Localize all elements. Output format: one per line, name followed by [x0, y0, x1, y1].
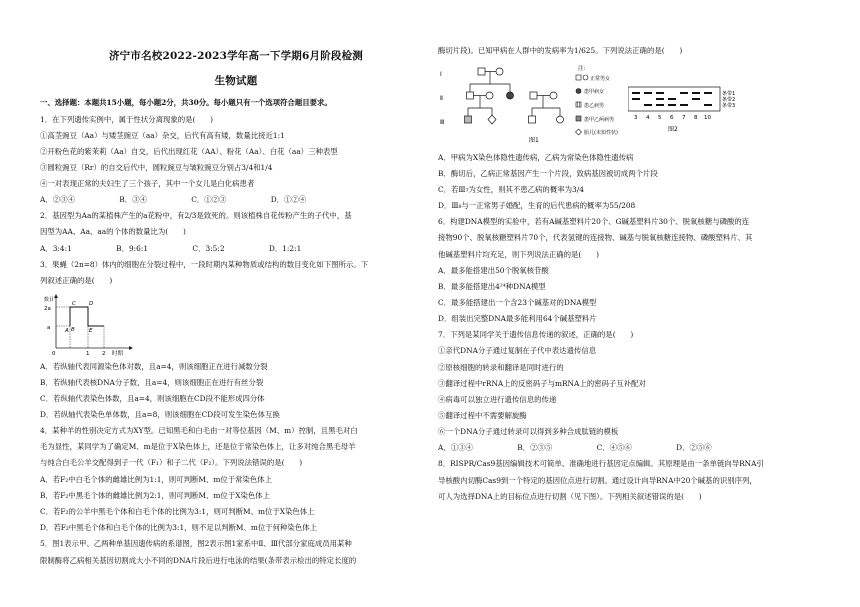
q3-option: A．若纵轴代表同源染色体对数，且a=4，则该细胞正在进行减数分裂	[40, 362, 268, 371]
q3-xtick: 2	[102, 351, 106, 356]
lane-label: 8	[694, 115, 698, 121]
q5-option: B．酶切后，乙病正常基因产生一个片段，致病基因被切成两个片段	[438, 169, 658, 178]
q4-option: D．若F₂中黑毛个体和白毛个体的比例为3:1，则不足以判断M、m位于何种染色体上	[40, 523, 317, 532]
q4-option: C．若F₂的公羊中黑毛个体和白毛个体的比例为3:1，则可判断M、m位于X染色体上	[40, 507, 315, 516]
q8-stem: 导核酸内切酶Cas9到一个特定的基因位点进行切割。通过设计向导RNA中20个碱基的识别序列，	[438, 476, 757, 485]
band-label: 条带1	[722, 91, 736, 97]
q5-pedigree-figure	[438, 62, 622, 144]
q6-option: D．组装出完整DNA最多能利用64个碱基塑料片	[438, 314, 597, 323]
q3-point-label: D	[89, 301, 94, 307]
fig2-label: 图2	[668, 126, 678, 133]
exam-subtitle: 生物试题	[214, 75, 258, 87]
q3-stem: 列叙述正确的是( )	[40, 276, 113, 285]
q3-point-label: B	[71, 327, 75, 333]
legend-item: 患甲乙两病男	[584, 117, 615, 123]
q3-point-label: A	[65, 328, 69, 334]
lane-label: 4	[646, 115, 650, 121]
q6-option: B．最多能搭建出4²⁴种DNA模型	[438, 282, 546, 291]
q7-item: ④病毒可以独立进行遗传信息的传递	[438, 395, 557, 404]
q7-item: ⑤翻译过程中不需要解旋酶	[438, 411, 527, 420]
q7-item: ②原核细胞的转录和翻译是同时进行的	[438, 363, 564, 372]
exam-title: 济宁市名校2022-2023学年高一下学期6月阶段检测	[108, 50, 363, 62]
lane-label: 5	[658, 115, 662, 121]
q4-stem: 毛为显性，某同学为了确定M、m是位于X染色体上，还是位于常染色体上，让多对纯合黑毛母羊	[40, 442, 356, 451]
q7-item: ①亲代DNA分子通过复制在子代中表达遗传信息	[438, 346, 597, 355]
lane-label: 6	[670, 115, 674, 121]
q3-xtick: 1	[86, 351, 90, 356]
q5-option: C．若Ⅲ₇为女性，则其不患乙病的概率为3/4	[438, 185, 584, 194]
q7-options: A．①③④ B．②③⑤ C．④⑤⑥ D．②⑤⑥	[438, 443, 712, 452]
q3-xlabel: 时期	[112, 351, 124, 356]
legend-item: 患乙病男	[584, 103, 605, 109]
q3-point-label: E	[89, 328, 93, 334]
q7-item: ③翻译过程中rRNA上的反密码子与mRNA上的密码子互补配对	[438, 379, 646, 388]
q8-stem: 8．RISPR/Cas9基因编辑技术可简单、准确地进行基因定点编辑。其原理是由一条单链向导RNA引	[438, 459, 764, 468]
q3-stem: 3．果蝇（2n=8）体内的细胞在分裂过程中，一段时期内某种物质或结构的数目变化如下图所示。下	[40, 260, 369, 269]
q7-stem: 7．下列是某同学关于遗传信息传递的叙述，正确的是( )	[438, 330, 634, 339]
fig1-label: 图1	[529, 137, 539, 144]
q1-item: ②开粉色花的紫茉莉（Aa）自交，后代出现红花（AA）、粉花（Aa）、白花（aa）三种表型	[40, 147, 338, 156]
q5-option: A．甲病为X染色体隐性遗传病，乙病为常染色体隐性遗传病	[438, 153, 634, 162]
legend-title: 注:	[578, 66, 586, 72]
q3-graph	[42, 292, 138, 356]
q6-stem: 6．构建DNA模型的实验中，若有A碱基塑料片20个、G碱基塑料片30个、脱氧核糖与磷酸的连	[438, 217, 750, 226]
q4-option: A．若F₂中白毛个体的雌雄比例为1:1，则可判断M、m位于常染色体上	[40, 475, 273, 484]
q7-item: ⑥一个DNA分子通过转录可以得到多种合成肽链的模板	[438, 427, 619, 436]
q1-options: A．②③④ B．③④ C．①②③ D．①②④	[40, 195, 307, 204]
q3-option: B．若纵轴代表核DNA分子数，且a=4，则该细胞正在进行有丝分裂	[40, 378, 264, 387]
q3-xtick: 0	[52, 351, 56, 356]
q2-stem: 因型为AA、Aa、aa的个体的数量比为( )	[40, 227, 186, 236]
q6-stem: 他碱基塑料片均充足，则下列说法正确的是( )	[438, 250, 599, 259]
q6-option: C．最多能搭建出一个含23个碱基对的DNA模型	[438, 298, 597, 307]
q3-option: D．若纵轴代表染色单体数，且a=8，则该细胞在CD段可发生染色体互换	[40, 410, 280, 419]
legend-item: 患甲病女	[584, 89, 605, 95]
q3-option: C．若纵轴代表染色体数，且a=4，则该细胞在CD段不能形成四分体	[40, 394, 265, 403]
q3-ytick: a	[47, 325, 51, 331]
legend-item: 正常男女	[590, 76, 611, 82]
lane-label: 3	[634, 115, 638, 121]
q2-stem: 2．基因型为Aa的某植株产生的a花粉中，有2/3是致死的。则该植株自花传粉产生的子代中，基	[40, 211, 352, 220]
generation-label: Ⅱ	[440, 95, 443, 102]
legend-item: 胎儿(未知性状)	[584, 130, 618, 136]
lane-label: 10	[704, 115, 711, 121]
q3-ylabel: 数目	[44, 297, 55, 303]
q1-item: ④一对表现正常的夫妇生了三个孩子，其中一个女儿是白化病患者	[40, 179, 255, 188]
q1-item: ①高茎豌豆（Aa）与矮茎豌豆（aa）杂交，后代有高有矮，数量比接近1:1	[40, 131, 285, 140]
q4-stem: 与纯合白毛公羊交配得到子一代（F₁）和子二代（F₂）。下列说法错误的是( )	[40, 458, 303, 467]
q4-stem: 4．某种羊的性别决定方式为XY型。已知黑毛和白毛由一对等位基因（M、m）控制，且黑毛对白	[40, 426, 358, 435]
section-heading: 一、选择题：本题共15小题，每小题2分，共30分。每小题只有一个选项符合题目要求。	[40, 98, 332, 107]
q3-point-label: C	[72, 301, 76, 307]
q1-item: ③圆粒豌豆（Rr）的自交后代中，圆粒豌豆与皱粒豌豆分别占3/4和1/4	[40, 163, 273, 172]
q5-stem: 限制酶将乙病相关基因切割成大小不同的DNA片段后进行电泳的结果(条带表示检出的特定长度的	[40, 556, 357, 565]
q2-options: A．3:4:1 B．9:6:1 C．3:5:2 D．1:2:1	[40, 244, 302, 253]
lane-label: 7	[682, 115, 686, 121]
q8-stem: 可人为选择DNA上的目标位点进行切割（见下图）。下列相关叙述错误的是( )	[438, 492, 702, 501]
q5-stem: 5．图1表示甲、乙两种单基因遗传病的系谱图，图2表示图1家系中Ⅱ、Ⅲ代部分家庭成员用某种	[40, 539, 352, 548]
q6-stem: 接物90个、脱氧核糖塑料片70个，代表氢键的连接物、碱基与脱氧核糖连接物、磷酸塑料片、其	[438, 233, 753, 242]
band-label: 条带3	[722, 103, 736, 109]
q5-stem: 酶切片段)。已知甲病在人群中的发病率为1/625。下列说法正确的是( )	[438, 46, 683, 55]
q5-electrophoresis-figure	[628, 86, 756, 136]
band-label: 条带2	[722, 97, 736, 103]
q5-option: D．Ⅲ₈与一正常男子婚配，生育的后代患病的概率为55/208	[438, 201, 636, 210]
q6-option: A．最多能搭建出50个脱氧核苷酸	[438, 266, 549, 275]
q1-stem: 1．在下列遗传实例中，属于性状分离现象的是( )	[40, 115, 214, 124]
generation-label: Ⅰ	[440, 71, 442, 78]
generation-label: Ⅲ	[440, 119, 445, 126]
q3-ytick: 2a	[44, 306, 51, 312]
q4-option: B．若F₂中黑毛个体的雌雄比例为2:1，则可判断M、m位于X染色体上	[40, 491, 271, 500]
